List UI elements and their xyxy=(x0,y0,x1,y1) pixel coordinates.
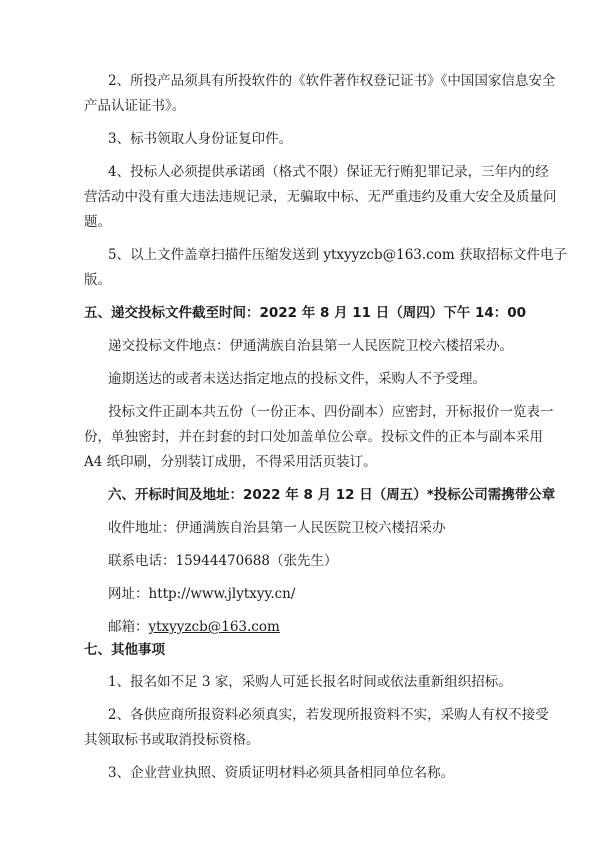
other-item-3: 3、企业营业执照、资质证明材料必须具备相同单位名称。 xyxy=(108,765,455,781)
other-item-2-line-1: 2、各供应商所报资料必须真实，若发现所报资料不实，采购人有权不接受 xyxy=(108,707,549,723)
section-5-heading: 五、递交投标文件截至时间：2022 年 8 月 11 日（周四）下午 14：00 xyxy=(84,305,527,321)
other-item-1: 1、报名如不足 3 家，采购人可延长报名时间或依法重新组织招标。 xyxy=(108,674,512,690)
item-2-line-2: 产品认证证书》。 xyxy=(84,98,186,114)
email-link[interactable]: ytxyyzcb@163.com xyxy=(148,619,280,635)
item-3: 3、标书领取人身份证复印件。 xyxy=(108,131,293,147)
contact-phone: 联系电话：15944470688（张先生） xyxy=(108,553,338,569)
item-4-line-3: 题。 xyxy=(84,214,111,230)
website-link[interactable]: http://www.jlytxyy.cn/ xyxy=(148,586,296,602)
item-5-line-1: 5、以上文件盖章扫描件压缩发送到 ytxyyzcb@163.com 获取招标文件电子 xyxy=(108,247,567,263)
email-row xyxy=(108,618,280,636)
copies-line-1: 投标文件正副本共五份（一份正本、四份副本）应密封，开标报价一览表一 xyxy=(108,404,554,420)
item-4-line-2: 营活动中没有重大违法违规记录，无骗取中标、无严重违约及重大安全及质量问 xyxy=(84,189,557,205)
email-label: 邮箱： xyxy=(108,619,149,635)
late-notice: 逾期送达的或者未送达指定地点的投标文件，采购人不予受理。 xyxy=(108,371,486,387)
copies-line-2: 份，单独密封，并在封套的封口处加盖单位公章。投标文件的正本与副本采用 xyxy=(84,429,543,445)
section-6-heading: 六、开标时间及地址：2022 年 8 月 12 日（周五）*投标公司需携带公章 xyxy=(108,487,556,503)
website-row xyxy=(108,585,295,603)
receive-address: 收件地址：伊通满族自治县第一人民医院卫校六楼招采办 xyxy=(108,520,446,536)
item-4-line-1: 4、投标人必须提供承诺函（格式不限）保证无行贿犯罪记录，三年内的经 xyxy=(108,164,549,180)
item-2-line-1: 2、所投产品须具有所投软件的《软件著作权登记证书》《中国国家信息安全 xyxy=(108,73,556,89)
website-label: 网址： xyxy=(108,586,149,602)
copies-line-3: A4 纸印刷，分别装订成册，不得采用活页装订。 xyxy=(84,454,377,470)
section-7-heading: 七、其他事项 xyxy=(84,642,165,658)
submit-location: 递交投标文件地点：伊通满族自治县第一人民医院卫校六楼招采办。 xyxy=(108,338,513,354)
item-5-line-2: 版。 xyxy=(84,272,111,288)
other-item-2-line-2: 其领取标书或取消投标资格。 xyxy=(84,732,260,748)
